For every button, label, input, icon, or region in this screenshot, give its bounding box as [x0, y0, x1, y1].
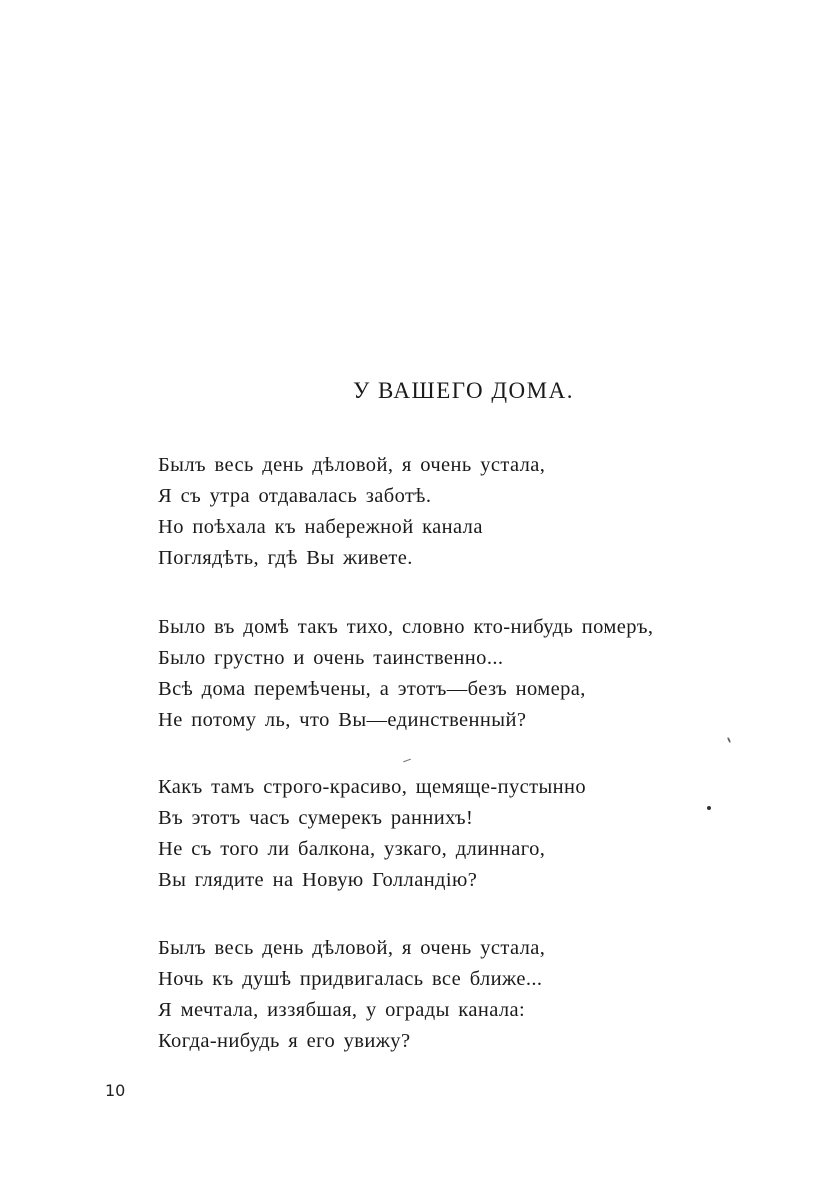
poem-line: Поглядѣть, гдѣ Вы живете.: [158, 547, 413, 569]
poem-line: Былъ весь день дѣловой, я очень устала,: [158, 454, 546, 476]
stanza-3: [158, 772, 586, 896]
poem-line: Не съ того ли балкона, узкаго, длиннаго,: [158, 838, 546, 860]
poem-line: Когда-нибудь я его увижу?: [158, 1030, 411, 1052]
stanza-2: [158, 612, 653, 736]
stanza-1: [158, 450, 545, 574]
poem-title: У ВАШЕГО ДОМА.: [353, 378, 574, 403]
scan-speck: [403, 759, 411, 763]
poem-line: Ночь къ душѣ придвигалась все ближе...: [158, 968, 543, 990]
poem-line: Я мечтала, иззябшая, у ограды канала:: [158, 999, 526, 1021]
poem-line: Былъ весь день дѣловой, я очень устала,: [158, 937, 546, 959]
poem-line: Было въ домѣ такъ тихо, словно кто-нибудь померъ,: [158, 616, 654, 638]
scan-speck: [727, 737, 731, 743]
stanza-4: [158, 933, 545, 1057]
scan-speck: [707, 806, 711, 810]
poem-line: Вы глядите на Новую Голландію?: [158, 869, 478, 891]
poem-line: Я съ утра отдавалась заботѣ.: [158, 485, 432, 507]
poem-line: Въ этотъ часъ сумерекъ раннихъ!: [158, 807, 474, 829]
poem-line: Не потому ль, что Вы—единственный?: [158, 709, 527, 731]
poem-line: Но поѣхала къ набережной канала: [158, 516, 483, 538]
poem-line: Какъ тамъ строго-красиво, щемяще-пустынно: [158, 776, 587, 798]
page-number: 10: [105, 1081, 126, 1100]
poem-line: Всѣ дома перемѣчены, а этотъ—безъ номера,: [158, 678, 586, 700]
poem-line: Было грустно и очень таинственно...: [158, 647, 504, 669]
